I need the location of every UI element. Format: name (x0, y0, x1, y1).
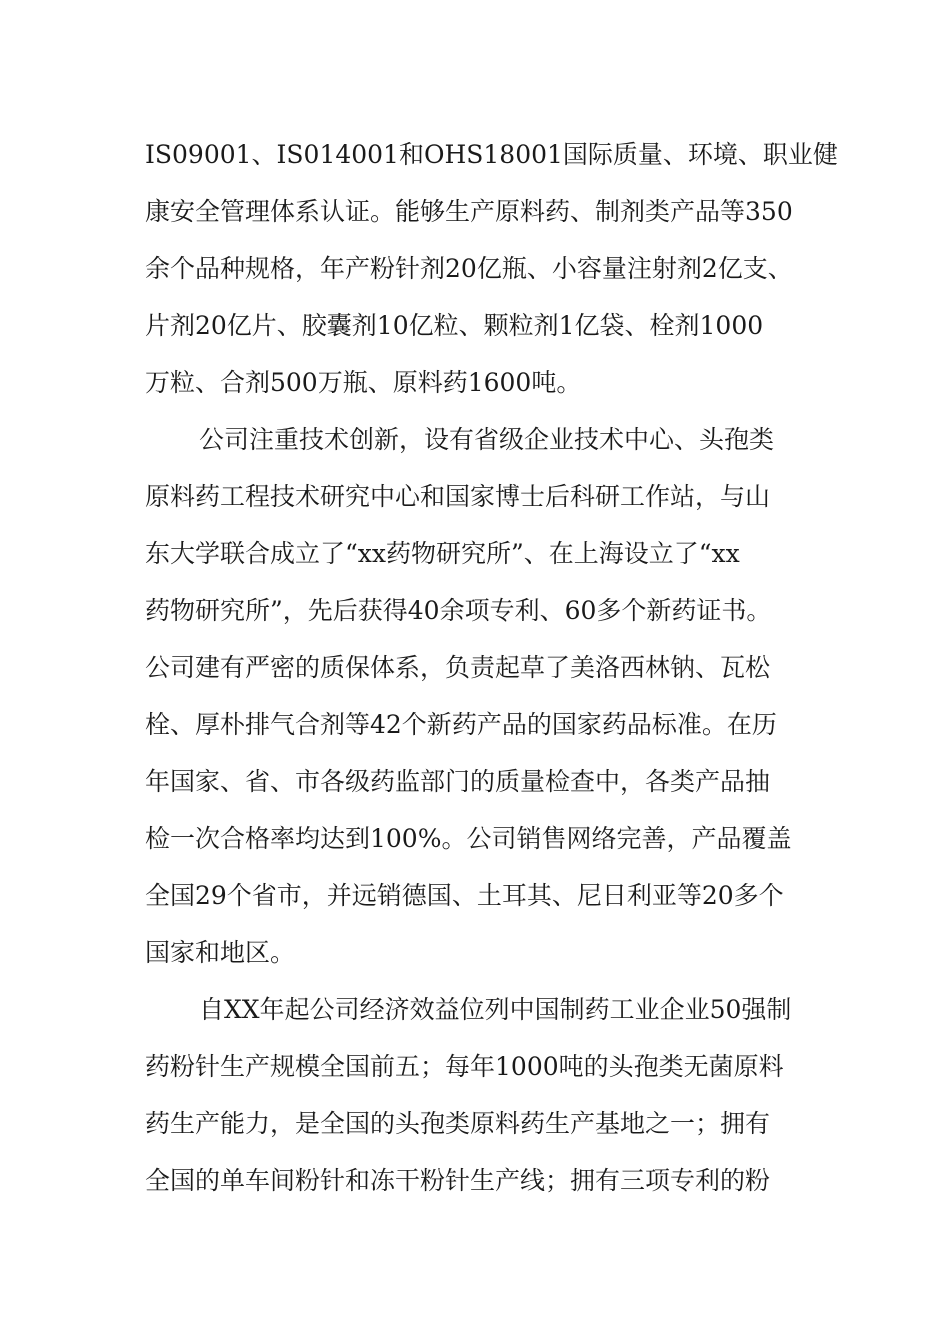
text-line: 片剂20亿片、胶囊剂10亿粒、颗粒剂1亿袋、栓剂1000 (145, 311, 764, 340)
text-line: 药粉针生产规模全国前五；每年1000吨的头孢类无菌原料 (145, 1052, 784, 1081)
paragraph (145, 981, 825, 1209)
text-line: 全国的单车间粉针和冻干粉针生产线；拥有三项专利的粉 (145, 1166, 771, 1195)
document-body (145, 126, 838, 1209)
text-line: 公司建有严密的质保体系，负责起草了美洛西林钠、瓦松 (145, 653, 771, 682)
text-line: 年国家、省、市各级药监部门的质量检查中，各类产品抽 (145, 767, 771, 796)
text-line: 康安全管理体系认证。能够生产原料药、制剂类产品等350 (145, 197, 793, 226)
text-line: 国家和地区。 (145, 938, 296, 967)
paragraph (145, 411, 825, 981)
text-line: 药生产能力，是全国的头孢类原料药生产基地之一；拥有 (145, 1109, 771, 1138)
text-line: 自XX年起公司经济效益位列中国制药工业企业50强制 (199, 995, 792, 1024)
text-line: 药物研究所”，先后获得40余项专利、60多个新药证书。 (145, 596, 772, 625)
text-line: 检一次合格率均达到100%。公司销售网络完善，产品覆盖 (145, 824, 792, 853)
text-line: 全国29个省市，并远销德国、土耳其、尼日利亚等20多个 (145, 881, 784, 910)
text-line: 东大学联合成立了“xx药物研究所”、在上海设立了“xx (145, 539, 740, 568)
text-line: 余个品种规格，年产粉针剂20亿瓶、小容量注射剂2亿支、 (145, 254, 793, 283)
text-line: 公司注重技术创新，设有省级企业技术中心、头孢类 (199, 425, 775, 454)
text-line: 栓、厚朴排气合剂等42个新药产品的国家药品标准。在历 (145, 710, 777, 739)
paragraph (145, 126, 838, 411)
text-line: IS09001、IS014001和OHS18001国际质量、环境、职业健 (145, 140, 838, 169)
text-line: 万粒、合剂500万瓶、原料药1600吨。 (145, 368, 582, 397)
text-line: 原料药工程技术研究中心和国家博士后科研工作站，与山 (145, 482, 771, 511)
